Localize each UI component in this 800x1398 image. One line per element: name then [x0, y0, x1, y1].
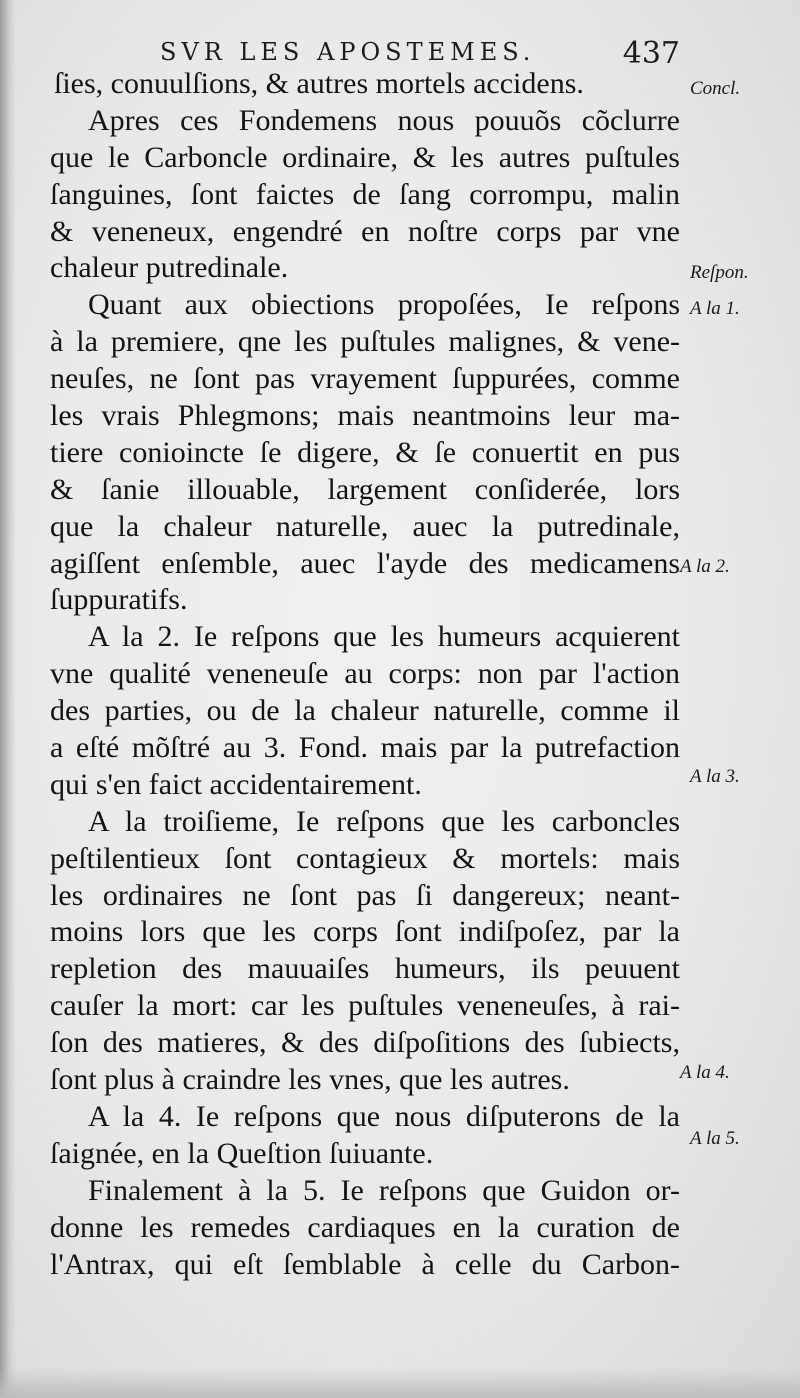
text-line: ſies, conuulſions, & autres mortels accidens.	[54, 67, 584, 100]
text-line: qui s'en faict accidentairement.	[50, 767, 422, 801]
page-bottom-shadow	[0, 1368, 800, 1398]
text-line: A la 4. Ie reſpons que nous diſputerons de la	[88, 1099, 680, 1133]
text-line: tiere conioincte ſe digere, & ſe conuertit en pus	[50, 435, 680, 469]
text-line: a eſté mõſtré au 3. Fond. mais par la putrefaction	[50, 731, 680, 765]
text-line: les ordinaires ne ſont pas ſi dangereux; neant-	[50, 878, 680, 912]
text-line: que le Carboncle ordinaire, & les autres puſtules	[50, 140, 680, 174]
marginal-note: A la 4.	[680, 1062, 730, 1083]
text-line: chaleur putredinale.	[50, 251, 289, 285]
text-line: donne les remedes cardiaques en la curation de	[50, 1210, 680, 1244]
text-line: les vrais Phlegmons; mais neantmoins leur ma-	[50, 399, 680, 433]
text-line: neuſes, ne ſont pas vrayement ſuppurées, comme	[50, 362, 680, 396]
text-line: cauſer la mort: car les puſtules veneneuſes, à rai-	[50, 989, 680, 1023]
text-line: Quant aux obiections propoſées, Ie reſpons	[88, 288, 680, 322]
text-line: ſanguines, ſont faictes de ſang corrompu, malin	[50, 177, 680, 211]
marginal-note: Concl.	[690, 78, 741, 99]
text-line: ſaignée, en la Queſtion ſuiuante.	[50, 1136, 434, 1170]
text-line: A la troiſieme, Ie reſpons que les carboncles	[88, 804, 680, 838]
text-line: des parties, ou de la chaleur naturelle, comme il	[50, 694, 680, 728]
text-line: peſtilentieux ſont contagieux & mortels: mais	[50, 841, 680, 875]
text-line: ſont plus à craindre les vnes, que les autres.	[50, 1063, 570, 1097]
text-line: repletion des mauuaiſes humeurs, ils peuuent	[50, 952, 680, 986]
text-line: A la 2. Ie reſpons que les humeurs acquierent	[88, 620, 680, 654]
page-number: 437	[622, 36, 680, 71]
text-line: ſuppuratifs.	[50, 583, 188, 617]
marginal-note: A la 2.	[680, 556, 730, 577]
text-line: l'Antrax, qui eſt ſemblable à celle du Carbon-	[50, 1247, 680, 1281]
text-line: moins lors que les corps ſont indiſpoſez, par la	[50, 915, 680, 949]
text-line: ſon des matieres, & des diſpoſitions des ſubiects,	[50, 1026, 680, 1060]
marginal-note: A la 5.	[690, 1128, 740, 1149]
marginal-note: A la 3.	[690, 766, 740, 787]
text-line: que la chaleur naturelle, auec la putredinale,	[50, 509, 680, 543]
text-line: Finalement à la 5. Ie reſpons que Guidon or-	[88, 1173, 680, 1207]
running-title: SVR LES APOSTEMES.	[160, 38, 536, 66]
body-text	[50, 66, 680, 1283]
text-line: vne qualité veneneuſe au corps: non par l'action	[50, 657, 680, 691]
marginal-note: Reſpon.	[690, 262, 749, 283]
marginal-note: A la 1.	[690, 298, 740, 319]
text-line: & veneneux, engendré en noſtre corps par vne	[50, 214, 680, 248]
text-line: agiſſent enſemble, auec l'ayde des medicamens	[50, 546, 680, 580]
page-edge-shadow	[0, 0, 16, 1398]
text-line: à la premiere, qne les puſtules malignes, & vene-	[50, 325, 680, 359]
text-line: Apres ces Fondemens nous pouuõs cõclurre	[88, 103, 680, 137]
text-line: & ſanie illouable, largement conſiderée, lors	[50, 472, 680, 506]
